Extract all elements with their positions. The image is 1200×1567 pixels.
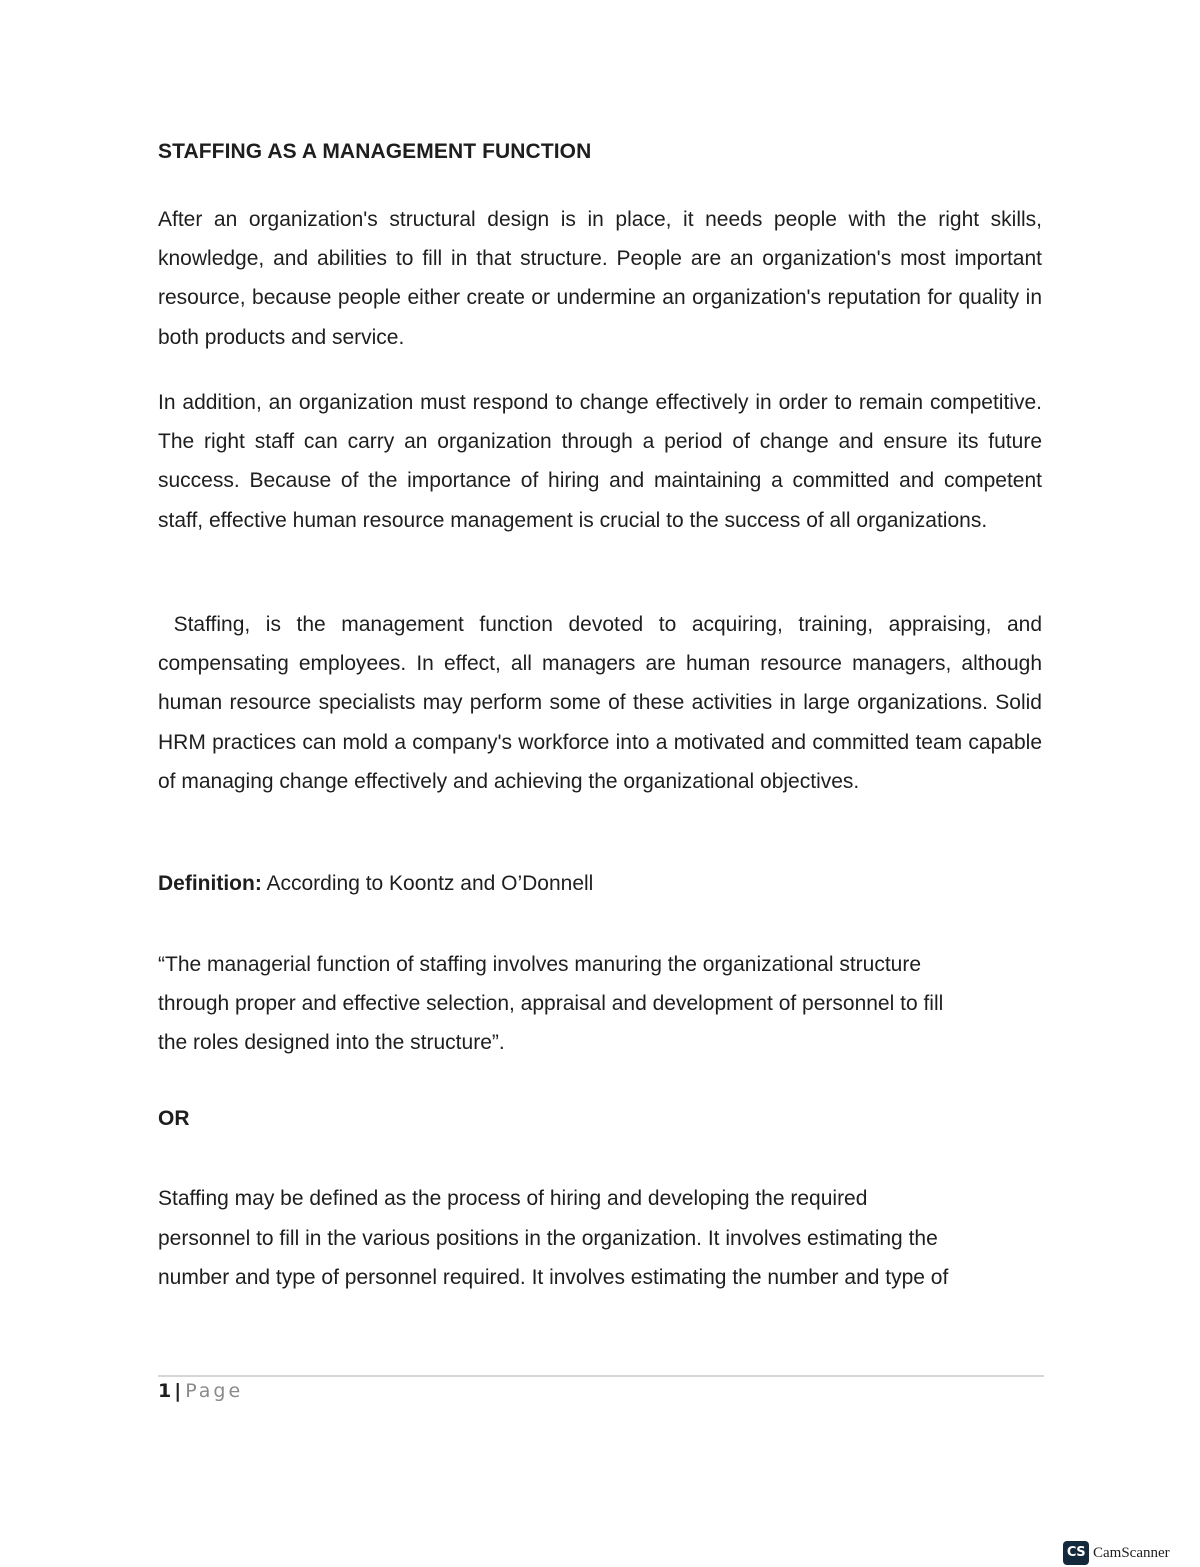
definition-quote [158,945,1042,1062]
definition-line [158,872,593,896]
footer-divider [158,1375,1044,1377]
or-label: OR [158,1107,190,1130]
camscanner-brand: CamScanner [1093,1544,1170,1561]
page-number: 1 [158,1380,172,1402]
quote-line: through proper and effective selection, appraisal and development of personnel to fill [158,992,944,1015]
quote-line: the roles designed into the structure”. [158,1031,505,1054]
quote-line: “The managerial function of staffing involves manuring the organizational structure [158,953,922,976]
text-line: number and type of personnel required. It involves estimating the number and type of [158,1266,949,1289]
definition-source: According to Koontz and O’Donnell [261,872,594,895]
camscanner-logo-icon: CS [1063,1541,1089,1565]
text-line: personnel to fill in the various positions in the organization. It involves estimating the [158,1226,938,1250]
camscanner-watermark [1063,1539,1170,1567]
paragraph-alternate-definition [158,1179,1042,1298]
paragraph-staffing: Staffing, is the management function devoted to acquiring, training, appraising, and compensating employees. In effect, all managers are human resource managers, although human resource specialists may perform some of these activities in large organizations. Solid HRM practices can mold a company's workforce into a motivated and committed team capable of managing change effectively and achieving the organizational objectives. [158,613,1048,793]
paragraph-intro: After an organization's structural design is in place, it needs people with the right skills, knowledge, and abilities to fill in that structure. People are an organization's most important resource, because people either create or undermine an organization's reputation for quality in both products and service. [158,208,1042,349]
footer-separator: | [174,1380,182,1402]
definition-label: Definition: [158,872,262,895]
page-word: Page [185,1380,244,1402]
text-line: Staffing may be defined as the process of hiring and developing the required [158,1187,868,1210]
document-heading: STAFFING AS A MANAGEMENT FUNCTION [158,140,592,163]
page-footer [158,1380,243,1402]
paragraph-change: In addition, an organization must respond to change effectively in order to remain competitive. The right staff can carry an organization through a period of change and ensure its future success. Because of the importance of hiring and maintaining a committed and competent staff, effective human resource management is crucial to the success of all organizations. [158,391,1042,532]
